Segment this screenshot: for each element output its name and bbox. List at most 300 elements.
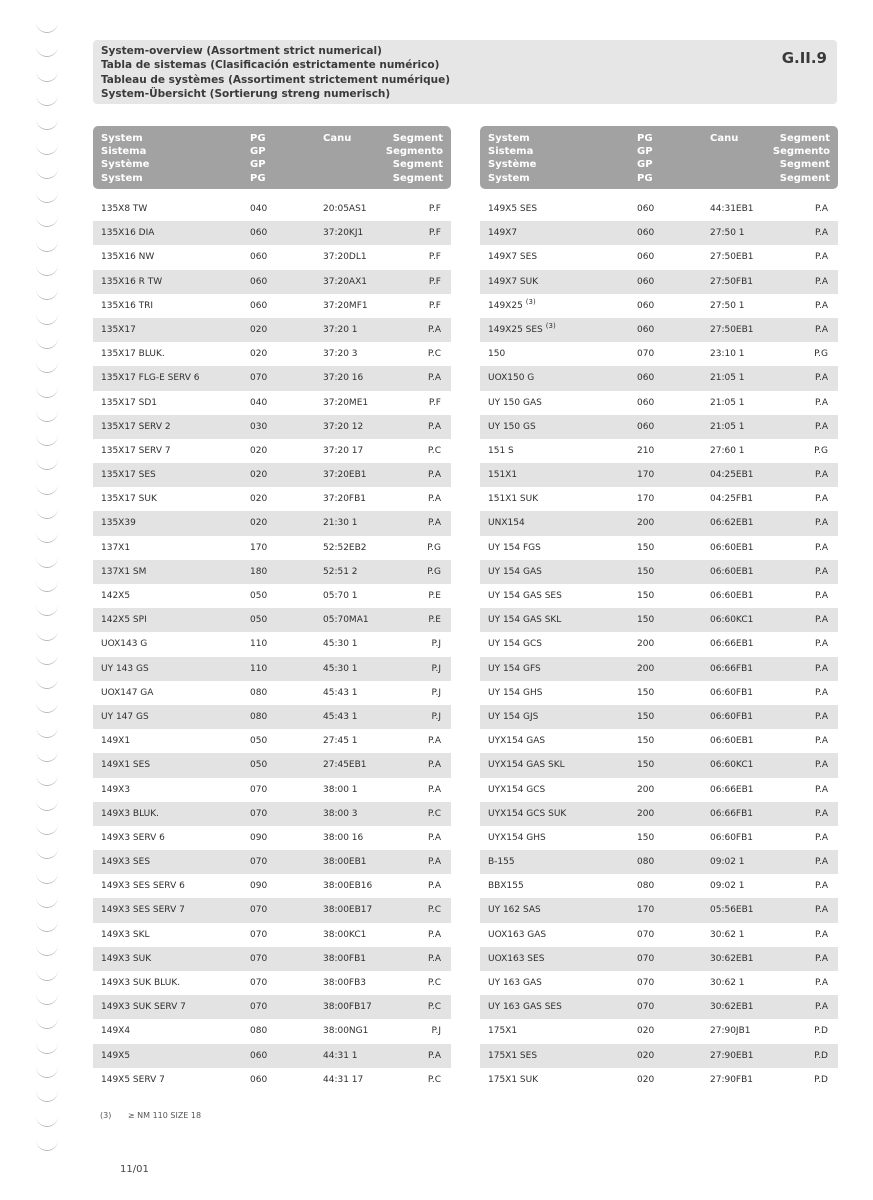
table-row <box>480 415 838 439</box>
cell-segment: P.A <box>427 929 441 940</box>
cell-canu: 30:62EB1 <box>710 1002 754 1013</box>
cell-canu: 06:60FB1 <box>710 687 754 698</box>
cell-pg: 060 <box>250 228 268 239</box>
binder-ring <box>36 603 58 616</box>
cell-segment: P.A <box>814 808 828 819</box>
binder-ring <box>36 263 58 276</box>
cell-segment: P.A <box>427 494 441 505</box>
cell-segment: P.A <box>814 929 828 940</box>
cell-segment: P.F <box>428 397 441 408</box>
cell-system: UY 150 GS <box>488 421 536 432</box>
cell-canu: 37:20KJ1 <box>323 228 364 239</box>
table-row <box>480 923 838 947</box>
table-header <box>480 126 838 189</box>
cell-system: 137X1 SM <box>101 566 147 577</box>
cell-system: 149X3 SES SERV 7 <box>101 905 185 916</box>
cell-canu: 04:25EB1 <box>710 470 754 481</box>
table-row <box>480 681 838 705</box>
cell-pg: 060 <box>637 228 655 239</box>
cell-canu: 21:05 1 <box>710 373 745 384</box>
cell-segment: P.E <box>428 615 441 626</box>
cell-system: 142X5 <box>101 591 131 601</box>
cell-segment: P.A <box>427 857 441 868</box>
cell-system: UY 154 GHS <box>488 687 543 698</box>
cell-system: 135X16 R TW <box>101 276 163 287</box>
cell-pg: 060 <box>637 204 655 214</box>
cell-canu: 27:50EB1 <box>710 252 754 263</box>
cell-canu: 27:90FB1 <box>710 1074 754 1085</box>
table-body <box>480 197 838 1092</box>
cell-pg: 070 <box>250 1002 268 1013</box>
cell-canu: 52:52EB2 <box>323 542 367 553</box>
cell-system: 135X39 <box>101 518 136 529</box>
cell-canu: 44:31EB1 <box>710 204 754 214</box>
col-segment-header: Segment Segmento Segment Segment <box>772 133 830 184</box>
binder-ring <box>36 822 58 835</box>
binder-ring <box>36 725 58 738</box>
cell-canu: 20:05AS1 <box>323 204 367 214</box>
cell-segment: P.J <box>431 663 441 674</box>
table-row <box>480 511 838 535</box>
cell-segment: P.A <box>814 373 828 384</box>
binder-ring <box>36 506 58 519</box>
binder-ring <box>36 555 58 568</box>
cell-pg: 200 <box>637 808 655 819</box>
cell-system: 175X1 SUK <box>488 1074 539 1085</box>
cell-pg: 150 <box>637 736 655 747</box>
cell-system: 135X17 SERV 2 <box>101 421 171 432</box>
cell-segment: P.A <box>814 397 828 408</box>
footnote-ref: (3) <box>545 321 556 330</box>
table-row <box>480 850 838 874</box>
cell-canu: 05:56EB1 <box>710 905 754 916</box>
cell-canu: 38:00EB16 <box>323 881 373 892</box>
table-row <box>93 511 451 535</box>
cell-segment: P.A <box>427 736 441 747</box>
table-row <box>480 971 838 995</box>
cell-system: 149X3 SUK BLUK. <box>101 978 181 988</box>
table-row <box>480 342 838 366</box>
binder-ring <box>36 700 58 713</box>
table-row <box>93 898 451 922</box>
cell-system: UY 154 FGS <box>488 542 541 553</box>
cell-system: 149X1 <box>101 736 131 747</box>
binder-ring <box>36 1138 58 1151</box>
binder-ring <box>36 457 58 470</box>
binder-ring <box>36 968 58 981</box>
table-row <box>93 318 451 342</box>
cell-segment: P.A <box>814 663 828 674</box>
cell-pg: 020 <box>637 1074 655 1085</box>
binder-ring <box>36 44 58 57</box>
cell-pg: 050 <box>250 760 268 771</box>
cell-canu: 27:45EB1 <box>323 760 367 771</box>
cell-segment: P.J <box>431 639 441 650</box>
binder-ring <box>36 919 58 932</box>
binder-ring <box>36 142 58 155</box>
cell-segment: P.A <box>814 252 828 263</box>
cell-pg: 150 <box>637 615 655 626</box>
cell-canu: 21:05 1 <box>710 397 745 408</box>
binder-ring <box>36 676 58 689</box>
cell-canu: 30:62EB1 <box>710 953 754 964</box>
table-row <box>480 753 838 777</box>
col-system-header: System Sistema Système System <box>101 133 150 184</box>
binder-ring <box>36 287 58 300</box>
cell-system: UOX163 GAS <box>488 929 547 940</box>
cell-pg: 060 <box>250 1050 268 1061</box>
cell-segment: P.F <box>428 228 441 239</box>
cell-system: UY 163 GAS SES <box>488 1002 562 1013</box>
cell-canu: 06:66FB1 <box>710 808 754 819</box>
cell-canu: 30:62 1 <box>710 929 745 940</box>
binder-ring <box>36 652 58 665</box>
table-row <box>93 826 451 850</box>
cell-canu: 27:50EB1 <box>710 324 754 335</box>
table-row <box>480 657 838 681</box>
table-body <box>93 197 451 1092</box>
cell-pg: 200 <box>637 518 655 529</box>
cell-segment: P.A <box>427 760 441 771</box>
cell-segment: P.J <box>431 687 441 698</box>
cell-system: 149X5 SERV 7 <box>101 1074 165 1085</box>
cell-canu: 37:20AX1 <box>323 276 367 287</box>
table-row <box>93 560 451 584</box>
cell-pg: 070 <box>250 808 268 819</box>
cell-pg: 020 <box>250 518 268 529</box>
cell-pg: 090 <box>250 832 268 843</box>
cell-system: 135X17 SES <box>101 470 156 481</box>
cell-canu: 30:62 1 <box>710 978 745 988</box>
cell-pg: 060 <box>637 300 655 311</box>
cell-system: 149X3 <box>101 784 131 795</box>
cell-segment: P.A <box>814 857 828 868</box>
cell-segment: P.A <box>814 204 828 214</box>
cell-system: 149X5 SES <box>488 204 538 214</box>
cell-system: UY 143 GS <box>101 663 149 674</box>
cell-segment: P.A <box>814 518 828 529</box>
cell-system: 135X16 TRI <box>101 300 154 311</box>
table-row <box>93 947 451 971</box>
cell-system: 135X17 SERV 7 <box>101 445 171 456</box>
cell-system: 135X17 SUK <box>101 494 157 505</box>
cell-system: 149X3 SKL <box>101 929 150 940</box>
cell-canu: 38:00 1 <box>323 784 358 795</box>
binder-ring <box>36 895 58 908</box>
cell-canu: 06:62EB1 <box>710 518 754 529</box>
cell-segment: P.A <box>814 615 828 626</box>
cell-canu: 37:20 1 <box>323 324 358 335</box>
cell-pg: 070 <box>250 929 268 940</box>
table-row <box>93 487 451 511</box>
cell-system: UOX147 GA <box>101 687 154 698</box>
cell-segment: P.A <box>427 518 441 529</box>
cell-pg: 060 <box>637 373 655 384</box>
cell-canu: 37:20 16 <box>323 373 364 384</box>
cell-canu: 06:60KC1 <box>710 760 754 771</box>
cell-pg: 070 <box>637 978 655 988</box>
cell-segment: P.A <box>814 832 828 843</box>
table-row <box>93 681 451 705</box>
cell-segment: P.A <box>427 953 441 964</box>
binder-ring <box>36 93 58 106</box>
binder-ring <box>36 1114 58 1127</box>
binder-ring <box>36 1016 58 1029</box>
cell-segment: P.D <box>814 1026 828 1037</box>
cell-canu: 05:70MA1 <box>323 615 369 626</box>
col-canu-header: Canu <box>710 133 739 144</box>
table-row <box>480 318 838 342</box>
cell-pg: 080 <box>637 881 655 892</box>
cell-system: 135X16 NW <box>101 252 155 263</box>
table-row <box>93 705 451 729</box>
cell-pg: 200 <box>637 784 655 795</box>
cell-pg: 170 <box>637 494 655 505</box>
cell-canu: 06:60EB1 <box>710 566 754 577</box>
table-row <box>93 197 451 221</box>
page-number: 11/01 <box>120 1164 149 1175</box>
cell-canu: 44:31 17 <box>323 1074 364 1085</box>
col-pg-header: PG GP GP PG <box>637 133 653 184</box>
table-row <box>93 1068 451 1092</box>
cell-system: 149X3 SES <box>101 857 151 868</box>
table-row <box>480 560 838 584</box>
cell-segment: P.J <box>431 1026 441 1037</box>
cell-segment: P.C <box>427 978 441 988</box>
table-row <box>480 294 838 318</box>
cell-canu: 52:51 2 <box>323 566 358 577</box>
cell-pg: 070 <box>250 978 268 988</box>
cell-canu: 06:60KC1 <box>710 615 754 626</box>
table-row <box>480 802 838 826</box>
cell-canu: 37:20 12 <box>323 421 364 432</box>
binder-ring <box>36 628 58 641</box>
table-row <box>93 245 451 269</box>
cell-segment: P.A <box>427 881 441 892</box>
cell-system: UYX154 GAS <box>488 736 546 747</box>
table-header <box>93 126 451 189</box>
binder-ring <box>36 117 58 130</box>
cell-canu: 06:60EB1 <box>710 736 754 747</box>
cell-pg: 070 <box>637 953 655 964</box>
cell-system: 135X16 DIA <box>101 228 155 239</box>
cell-segment: P.A <box>814 905 828 916</box>
cell-canu: 38:00KC1 <box>323 929 367 940</box>
cell-pg: 070 <box>250 373 268 384</box>
cell-pg: 020 <box>250 349 268 360</box>
cell-segment: P.C <box>427 808 441 819</box>
cell-system: B-155 <box>488 857 515 868</box>
cell-canu: 45:30 1 <box>323 639 358 650</box>
cell-pg: 170 <box>637 470 655 481</box>
cell-system: 149X3 SES SERV 6 <box>101 881 185 892</box>
cell-pg: 150 <box>637 711 655 722</box>
cell-system: UY 154 GAS SKL <box>488 615 562 626</box>
cell-system: 149X25 $^{(3)}$ <box>488 297 536 311</box>
cell-canu: 37:20EB1 <box>323 470 367 481</box>
table-row <box>93 584 451 608</box>
cell-pg: 050 <box>250 615 268 626</box>
table-row <box>93 342 451 366</box>
cell-canu: 06:60FB1 <box>710 832 754 843</box>
cell-canu: 37:20FB1 <box>323 494 367 505</box>
table-row <box>93 270 451 294</box>
table-row <box>93 729 451 753</box>
footnote-mark: (3) <box>100 1111 112 1120</box>
table-row <box>93 1019 451 1043</box>
cell-segment: P.A <box>814 566 828 577</box>
cell-pg: 020 <box>250 324 268 335</box>
cell-system: 135X17 BLUK. <box>101 349 165 360</box>
cell-pg: 060 <box>637 252 655 263</box>
table-row <box>93 995 451 1019</box>
table-row <box>93 463 451 487</box>
cell-system: UY 147 GS <box>101 711 149 722</box>
cell-segment: P.A <box>814 324 828 335</box>
cell-segment: P.C <box>427 1074 441 1085</box>
cell-system: 151X1 SUK <box>488 494 539 505</box>
page-header <box>93 40 837 104</box>
binder-ring <box>36 579 58 592</box>
cell-canu: 38:00FB17 <box>323 1002 372 1013</box>
cell-segment: P.E <box>428 591 441 601</box>
table-row <box>93 391 451 415</box>
cell-canu: 27:50 1 <box>710 300 745 311</box>
cell-segment: P.G <box>427 566 441 577</box>
cell-canu: 38:00EB17 <box>323 905 373 916</box>
cell-system: UYX154 GCS SUK <box>488 808 567 819</box>
table-row <box>93 415 451 439</box>
binder-ring <box>36 360 58 373</box>
binder-ring <box>36 530 58 543</box>
system-table-left <box>93 126 451 1092</box>
table-row <box>480 245 838 269</box>
cell-system: 149X1 SES <box>101 760 151 771</box>
cell-canu: 27:90JB1 <box>710 1026 751 1037</box>
cell-canu: 37:20MF1 <box>323 300 368 311</box>
table-row <box>480 366 838 390</box>
binder-ring <box>36 749 58 762</box>
cell-pg: 080 <box>250 711 268 722</box>
cell-system: BBX155 <box>488 881 524 892</box>
table-row <box>480 1019 838 1043</box>
col-system-header: System Sistema Système System <box>488 133 537 184</box>
table-row <box>93 608 451 632</box>
cell-segment: P.A <box>814 953 828 964</box>
cell-segment: P.D <box>814 1074 828 1085</box>
cell-segment: P.A <box>427 1050 441 1061</box>
table-row <box>93 366 451 390</box>
cell-pg: 170 <box>250 542 268 553</box>
title-french: Tableau de systèmes (Assortiment strictement numérique) <box>101 73 451 86</box>
cell-canu: 05:70 1 <box>323 591 358 601</box>
cell-segment: P.A <box>814 470 828 481</box>
cell-segment: P.A <box>427 832 441 843</box>
cell-segment: P.G <box>814 445 828 456</box>
binder-ring <box>36 385 58 398</box>
title-german: System-Übersicht (Sortierung streng numerisch) <box>101 88 391 101</box>
cell-system: 149X4 <box>101 1026 131 1037</box>
table-row <box>480 1068 838 1092</box>
table-row <box>480 729 838 753</box>
cell-system: UOX163 SES <box>488 953 545 964</box>
cell-system: 149X3 SUK <box>101 953 152 964</box>
cell-segment: P.A <box>814 639 828 650</box>
cell-pg: 150 <box>637 591 655 601</box>
cell-pg: 060 <box>637 397 655 408</box>
cell-canu: 06:60FB1 <box>710 711 754 722</box>
cell-pg: 080 <box>250 687 268 698</box>
cell-system: 149X25 SES $^{(3)}$ <box>488 321 556 335</box>
cell-pg: 020 <box>637 1050 655 1061</box>
table-row <box>93 1044 451 1068</box>
cell-segment: P.A <box>814 228 828 239</box>
cell-system: UY 154 GJS <box>488 711 539 722</box>
cell-segment: P.C <box>427 905 441 916</box>
cell-system: UYX154 GAS SKL <box>488 760 565 771</box>
cell-canu: 27:90EB1 <box>710 1050 754 1061</box>
cell-segment: P.A <box>814 542 828 553</box>
cell-canu: 38:00 3 <box>323 808 358 819</box>
cell-segment: P.A <box>814 591 828 601</box>
binder-ring <box>36 312 58 325</box>
cell-segment: P.A <box>814 1002 828 1013</box>
table-row <box>480 536 838 560</box>
cell-canu: 27:50 1 <box>710 228 745 239</box>
cell-canu: 38:00NG1 <box>323 1026 369 1037</box>
cell-segment: P.F <box>428 276 441 287</box>
cell-segment: P.A <box>427 470 441 481</box>
cell-system: UY 154 GFS <box>488 663 541 674</box>
cell-system: 135X17 <box>101 324 136 335</box>
cell-canu: 27:60 1 <box>710 445 745 456</box>
cell-canu: 27:45 1 <box>323 736 358 747</box>
cell-segment: P.C <box>427 445 441 456</box>
cell-canu: 06:66EB1 <box>710 784 754 795</box>
cell-segment: P.A <box>427 784 441 795</box>
cell-system: 149X7 SUK <box>488 276 539 287</box>
cell-pg: 070 <box>637 349 655 360</box>
cell-segment: P.A <box>814 300 828 311</box>
section-code: G.II.9 <box>781 49 827 67</box>
cell-canu: 38:00EB1 <box>323 857 367 868</box>
cell-pg: 110 <box>250 639 268 650</box>
binder-ring <box>36 871 58 884</box>
table-row <box>480 463 838 487</box>
cell-system: 175X1 <box>488 1026 518 1037</box>
cell-canu: 06:60EB1 <box>710 591 754 601</box>
cell-system: 149X3 BLUK. <box>101 808 160 819</box>
table-row <box>93 439 451 463</box>
system-table-right <box>480 126 838 1092</box>
binder-ring <box>36 482 58 495</box>
footnote <box>100 1111 201 1120</box>
table-row <box>480 826 838 850</box>
binder-ring <box>36 1041 58 1054</box>
cell-canu: 09:02 1 <box>710 881 745 892</box>
table-row <box>93 850 451 874</box>
binder-ring <box>36 1089 58 1102</box>
cell-segment: P.A <box>427 324 441 335</box>
table-row <box>480 874 838 898</box>
binder-ring <box>36 798 58 811</box>
cell-canu: 44:31 1 <box>323 1050 358 1061</box>
cell-pg: 070 <box>250 905 268 916</box>
cell-canu: 37:20DL1 <box>323 252 367 263</box>
cell-pg: 110 <box>250 663 268 674</box>
table-row <box>480 705 838 729</box>
table-row <box>93 874 451 898</box>
